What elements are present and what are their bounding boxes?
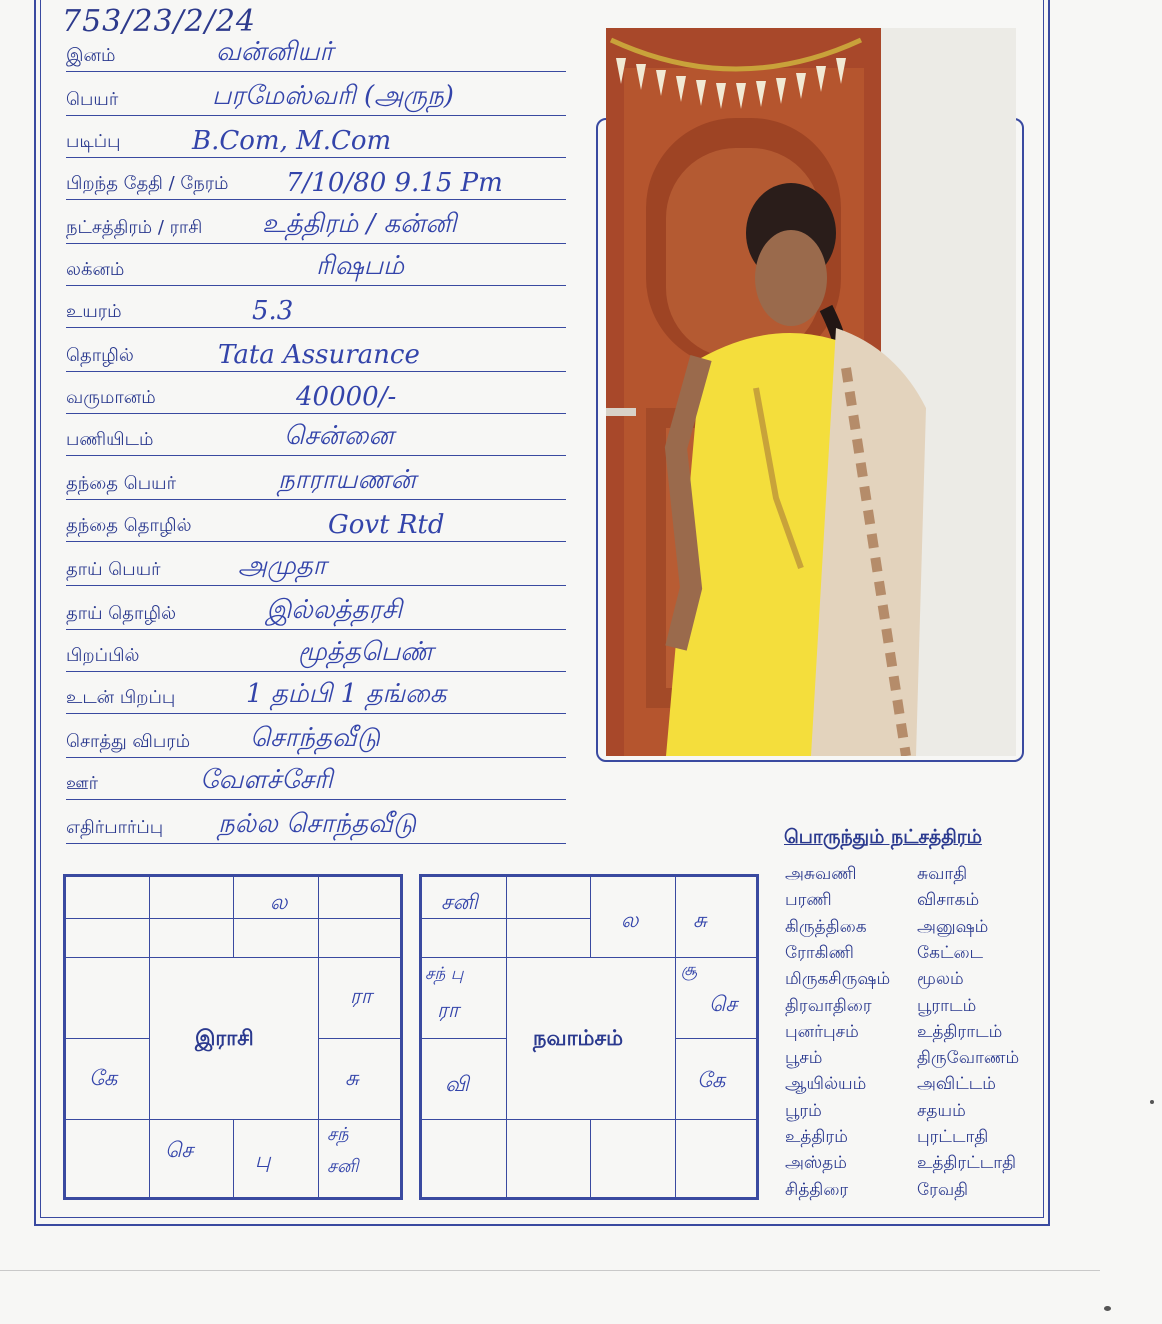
field-value: நல்ல சொந்தவீடு (218, 809, 417, 839)
navamsam-title: நவாம்சம் (533, 1026, 623, 1050)
star-name: திரவாதிரை (785, 996, 872, 1016)
rasi-planet: சு (345, 1066, 359, 1090)
navamsam-divider (421, 918, 591, 919)
field-value: நாராயணன் (278, 465, 416, 495)
scan-speck (1150, 1100, 1154, 1104)
rasi-cell (318, 876, 401, 958)
navamsam-planet: சூ (681, 960, 698, 980)
field-row (66, 332, 566, 372)
field-label: உடன் பிறப்பு (66, 687, 176, 708)
field-value: இல்லத்தரசி (266, 595, 403, 625)
star-name: உத்திராடம் (917, 1022, 1003, 1042)
rasi-cell (149, 876, 234, 958)
star-name: அசுவணி (785, 864, 857, 884)
star-name: திருவோணம் (917, 1048, 1020, 1068)
field-value: 5.3 (252, 296, 294, 326)
star-name: உத்திரம் (785, 1127, 848, 1147)
field-label: படிப்பு (66, 131, 121, 152)
field-value: B.Com, M.Com (192, 126, 392, 156)
field-value: சொந்தவீடு (250, 723, 380, 753)
rasi-planet: சனி (327, 1156, 359, 1177)
rasi-planet: ரா (350, 984, 372, 1008)
navamsam-cell (590, 1119, 676, 1198)
matching-stars-title: பொருந்தும் நட்சத்திரம் (784, 826, 982, 848)
field-label: பெயர் (66, 89, 119, 110)
rasi-cell (233, 876, 319, 958)
field-value: 1 தம்பி 1 தங்கை (246, 679, 447, 709)
field-label: தந்தை தொழில் (66, 515, 192, 536)
field-label: பிறப்பில் (66, 645, 140, 666)
star-name: பூராடம் (917, 996, 977, 1016)
field-row (66, 674, 566, 714)
field-row (66, 590, 566, 630)
rasi-cell (65, 876, 150, 958)
navamsam-planet: ரா (437, 998, 459, 1022)
field-underline (66, 585, 566, 586)
field-row (66, 546, 566, 586)
field-row (66, 160, 566, 200)
field-row (66, 374, 566, 414)
field-label: தாய் பெயர் (66, 559, 161, 580)
star-name: ரேவதி (917, 1180, 969, 1200)
field-value: அமுதா (238, 551, 327, 581)
rasi-planet: செ (165, 1138, 193, 1162)
star-name: பூரம் (785, 1101, 822, 1121)
star-name: அஸ்தம் (785, 1153, 847, 1173)
navamsam-planet: சந் பு (425, 964, 464, 984)
star-name: மூலம் (917, 969, 964, 989)
star-name: சதயம் (917, 1101, 966, 1121)
scan-speck (1104, 1306, 1111, 1311)
navamsam-cell (675, 1119, 757, 1198)
field-label: லக்னம் (66, 259, 125, 280)
rasi-divider (65, 918, 401, 919)
page-bottom-rule (0, 1270, 1100, 1271)
rasi-cell (65, 957, 150, 1039)
field-underline (66, 71, 566, 72)
field-value: ரிஷபம் (316, 251, 405, 281)
field-value: Tata Assurance (218, 340, 420, 370)
field-row (66, 804, 566, 844)
field-underline (66, 541, 566, 542)
field-label: சொத்து விபரம் (66, 731, 191, 752)
navamsam-cell (506, 876, 591, 958)
field-underline (66, 157, 566, 158)
rasi-cell (233, 1119, 319, 1198)
field-label: தந்தை பெயர் (66, 473, 176, 494)
profile-photo (606, 28, 1016, 756)
field-underline (66, 285, 566, 286)
field-value: பரமேஸ்வரி (அருந) (212, 81, 454, 111)
rasi-title: இராசி (195, 1026, 254, 1050)
field-row (66, 718, 566, 758)
field-underline (66, 713, 566, 714)
rasi-planet: ல (270, 890, 288, 914)
field-underline (66, 327, 566, 328)
navamsam-planet: சு (693, 908, 707, 932)
field-underline (66, 199, 566, 200)
field-underline (66, 757, 566, 758)
field-underline (66, 499, 566, 500)
star-name: புரட்டாதி (917, 1127, 989, 1147)
field-underline (66, 671, 566, 672)
field-label: இனம் (66, 45, 116, 66)
navamsam-cell (506, 1119, 591, 1198)
star-name: சுவாதி (917, 864, 968, 884)
field-underline (66, 799, 566, 800)
field-label: நட்சத்திரம் / ராசி (66, 217, 203, 238)
navamsam-cell (421, 1119, 507, 1198)
star-name: உத்திரட்டாதி (917, 1153, 1017, 1173)
field-underline (66, 371, 566, 372)
star-name: கேட்டை (917, 943, 984, 963)
star-name: ரோகிணி (785, 943, 854, 963)
field-row (66, 416, 566, 456)
field-label: வருமானம் (66, 387, 156, 408)
rasi-cell (318, 1038, 401, 1120)
field-row (66, 502, 566, 542)
navamsam-cell (421, 876, 507, 958)
field-underline (66, 843, 566, 844)
star-name: விசாகம் (917, 890, 980, 910)
field-value: வேளச்சேரி (200, 765, 333, 795)
star-name: கிருத்திகை (785, 917, 867, 937)
field-label: எதிர்பார்ப்பு (66, 817, 164, 838)
rasi-planet: சந் (327, 1124, 349, 1145)
registration-number: 753/23/2/24 (62, 4, 257, 39)
field-underline (66, 629, 566, 630)
field-underline (66, 115, 566, 116)
star-name: அவிட்டம் (917, 1074, 996, 1094)
field-row (66, 204, 566, 244)
field-label: தாய் தொழில் (66, 603, 177, 624)
rasi-chart (63, 874, 403, 1200)
field-value: 7/10/80 9.15 Pm (286, 168, 503, 198)
navamsam-planet: செ (709, 992, 737, 1016)
star-name: சித்திரை (785, 1180, 849, 1200)
field-row (66, 632, 566, 672)
star-name: மிருகசிருஷம் (785, 969, 891, 989)
field-row (66, 246, 566, 286)
field-value: Govt Rtd (328, 510, 445, 540)
field-label: உயரம் (66, 301, 122, 322)
navamsam-chart (419, 874, 759, 1200)
field-underline (66, 413, 566, 414)
navamsam-planet: கே (697, 1068, 726, 1092)
navamsam-cell (675, 876, 757, 958)
field-underline (66, 455, 566, 456)
rasi-planet: கே (89, 1066, 118, 1090)
star-name: புனர்புசம் (785, 1022, 859, 1042)
star-name: பூசம் (785, 1048, 823, 1068)
star-name: ஆயில்யம் (785, 1074, 867, 1094)
field-value: 40000/- (296, 382, 397, 412)
rasi-cell (65, 1119, 150, 1198)
field-row (66, 760, 566, 800)
field-label: பணியிடம் (66, 429, 154, 450)
field-underline (66, 243, 566, 244)
field-label: தொழில் (66, 345, 134, 366)
field-row (66, 118, 566, 158)
navamsam-planet: வி (445, 1072, 469, 1096)
field-row (66, 76, 566, 116)
field-value: சென்னை (284, 421, 394, 451)
field-label: பிறந்த தேதி / நேரம் (66, 173, 229, 194)
star-name: பரணி (785, 890, 832, 910)
rasi-planet: பு (255, 1148, 271, 1172)
field-value: உத்திரம் / கன்னி (262, 209, 457, 239)
navamsam-planet: ல (621, 908, 639, 932)
field-label: ஊர் (66, 773, 99, 794)
star-name: அனுஷம் (917, 917, 989, 937)
field-row (66, 32, 566, 72)
field-row (66, 460, 566, 500)
field-row (66, 288, 566, 328)
field-value: வன்னியர் (216, 37, 334, 67)
field-value: மூத்தபெண் (298, 637, 434, 667)
navamsam-planet: சனி (441, 890, 478, 914)
